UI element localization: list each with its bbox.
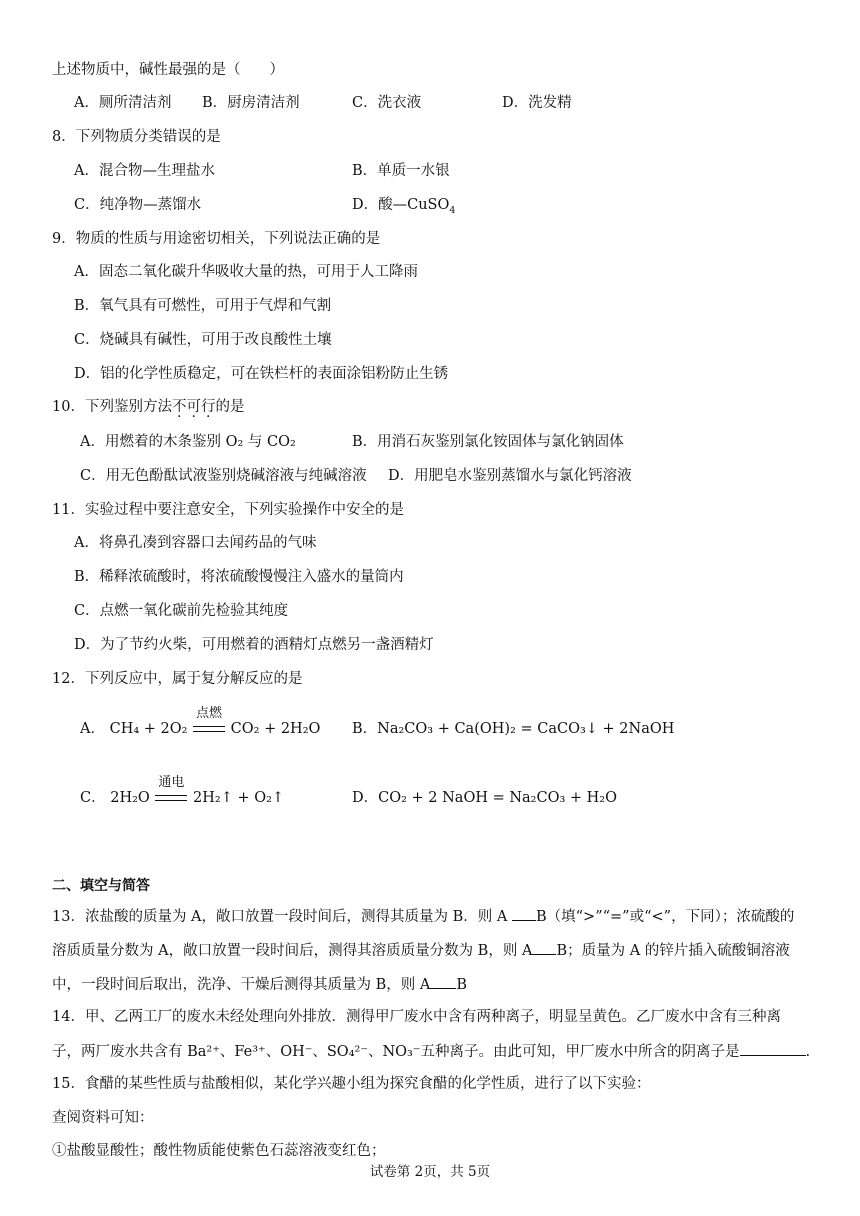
q9-option-c: C．烧碱具有碱性，可用于改良酸性土壤 (74, 332, 332, 348)
answer-blank[interactable] (740, 1040, 806, 1056)
q8-option-a: A．混合物—生理盐水 (74, 163, 215, 179)
q13-line-3: 中，一段时间后取出，洗净、干燥后测得其质量为 B，则 A B (52, 973, 467, 995)
answer-blank[interactable] (512, 905, 536, 921)
reaction-condition-ignite: 点燃 (192, 719, 226, 739)
q7-option-c: C．洗衣液 (352, 95, 422, 111)
q8-option-c: C．纯净物—蒸馏水 (74, 197, 202, 213)
q13-line-1: 13．浓盐酸的质量为 A，敞口放置一段时间后，测得其质量为 B．则 A B（填“>”“=”或“<”，下同）；浓硫酸的 (52, 905, 794, 927)
q12-option-a: A． CH₄ + 2O₂ 点燃 CO₂ + 2H₂O (80, 706, 321, 737)
q13-line-2: 溶质质量分数为 A，敞口放置一段时间后，测得其溶质质量分数为 B，则 A B；质量为 A 的锌片插入硫酸铜溶液 (52, 939, 790, 961)
answer-blank[interactable] (430, 973, 456, 989)
q9-stem: 9．物质的性质与用途密切相关，下列说法正确的是 (52, 231, 381, 247)
q14-line-2: 子，两厂废水共含有 Ba²⁺、Fe³⁺、OH⁻、SO₄²⁻、NO₃⁻五种离子。由此可知，甲厂废水中所含的阴离子是 . (52, 1040, 810, 1062)
q7-option-b: B．厨房清洁剂 (202, 95, 300, 111)
q10-stem: 10．下列鉴别方法不可行的是 (52, 399, 245, 415)
q12-option-c: C． 2H₂O 通电 2H₂↑ + O₂↑ (80, 775, 285, 806)
page-footer: 试卷第 2页，共 5页 (369, 1164, 491, 1180)
answer-blank[interactable] (532, 939, 556, 955)
reaction-condition-electrolysis: 通电 (154, 788, 188, 808)
q11-option-c: C．点燃一氧化碳前先检验其纯度 (74, 603, 289, 619)
q14-line-1: 14．甲、乙两工厂的废水未经处理向外排放．测得甲厂废水中含有两种离子，明显呈黄色。乙厂废水中含有三种离 (52, 1009, 781, 1025)
q7-stem: 上述物质中，碱性最强的是（ ） (52, 62, 284, 78)
q7-option-a: A．厕所清洁剂 (74, 95, 172, 111)
section-heading: 二、填空与简答 (52, 878, 150, 894)
q12-stem: 12．下列反应中，属于复分解反应的是 (52, 671, 303, 687)
q10-option-a: A．用燃着的木条鉴别 O₂ 与 CO₂ (80, 434, 296, 450)
q11-option-d: D．为了节约火柴，可用燃着的酒精灯点燃另一盏酒精灯 (74, 637, 434, 653)
q7-option-d: D．洗发精 (502, 95, 572, 111)
q12-option-b: B．Na₂CO₃ + Ca(OH)₂ = CaCO₃↓ + 2NaOH (352, 721, 675, 737)
q15-line-2: 查阅资料可知： (52, 1110, 154, 1126)
q11-option-b: B．稀释浓硫酸时，将浓硫酸慢慢注入盛水的量筒内 (74, 569, 404, 585)
q8-stem: 8．下列物质分类错误的是 (52, 129, 221, 145)
q10-option-b: B．用消石灰鉴别氯化铵固体与氯化钠固体 (352, 434, 624, 450)
q8-option-b: B．单质一水银 (352, 163, 450, 179)
q10-option-d: D．用肥皂水鉴别蒸馏水与氯化钙溶液 (388, 468, 632, 484)
q15-line-3: ①盐酸显酸性；酸性物质能使紫色石蕊溶液变红色； (52, 1143, 386, 1159)
q9-option-b: B．氧气具有可燃性，可用于气焊和气割 (74, 298, 332, 314)
q15-line-1: 15．食醋的某些性质与盐酸相似，某化学兴趣小组为探究食醋的化学性质，进行了以下实验： (52, 1076, 651, 1092)
q11-option-a: A．将鼻孔凑到容器口去闻药品的气味 (74, 535, 317, 551)
q11-stem: 11．实验过程中要注意安全，下列实验操作中安全的是 (52, 502, 404, 518)
q10-option-c: C．用无色酚酞试液鉴别烧碱溶液与纯碱溶液 (80, 468, 367, 484)
q9-option-d: D．铝的化学性质稳定，可在铁栏杆的表面涂铝粉防止生锈 (74, 366, 449, 382)
q9-option-a: A．固态二氧化碳升华吸收大量的热，可用于人工降雨 (74, 264, 418, 280)
q12-option-d: D．CO₂ + 2 NaOH = Na₂CO₃ + H₂O (352, 790, 618, 806)
q8-option-d: D．酸—CuSO$_4$ (352, 197, 456, 216)
